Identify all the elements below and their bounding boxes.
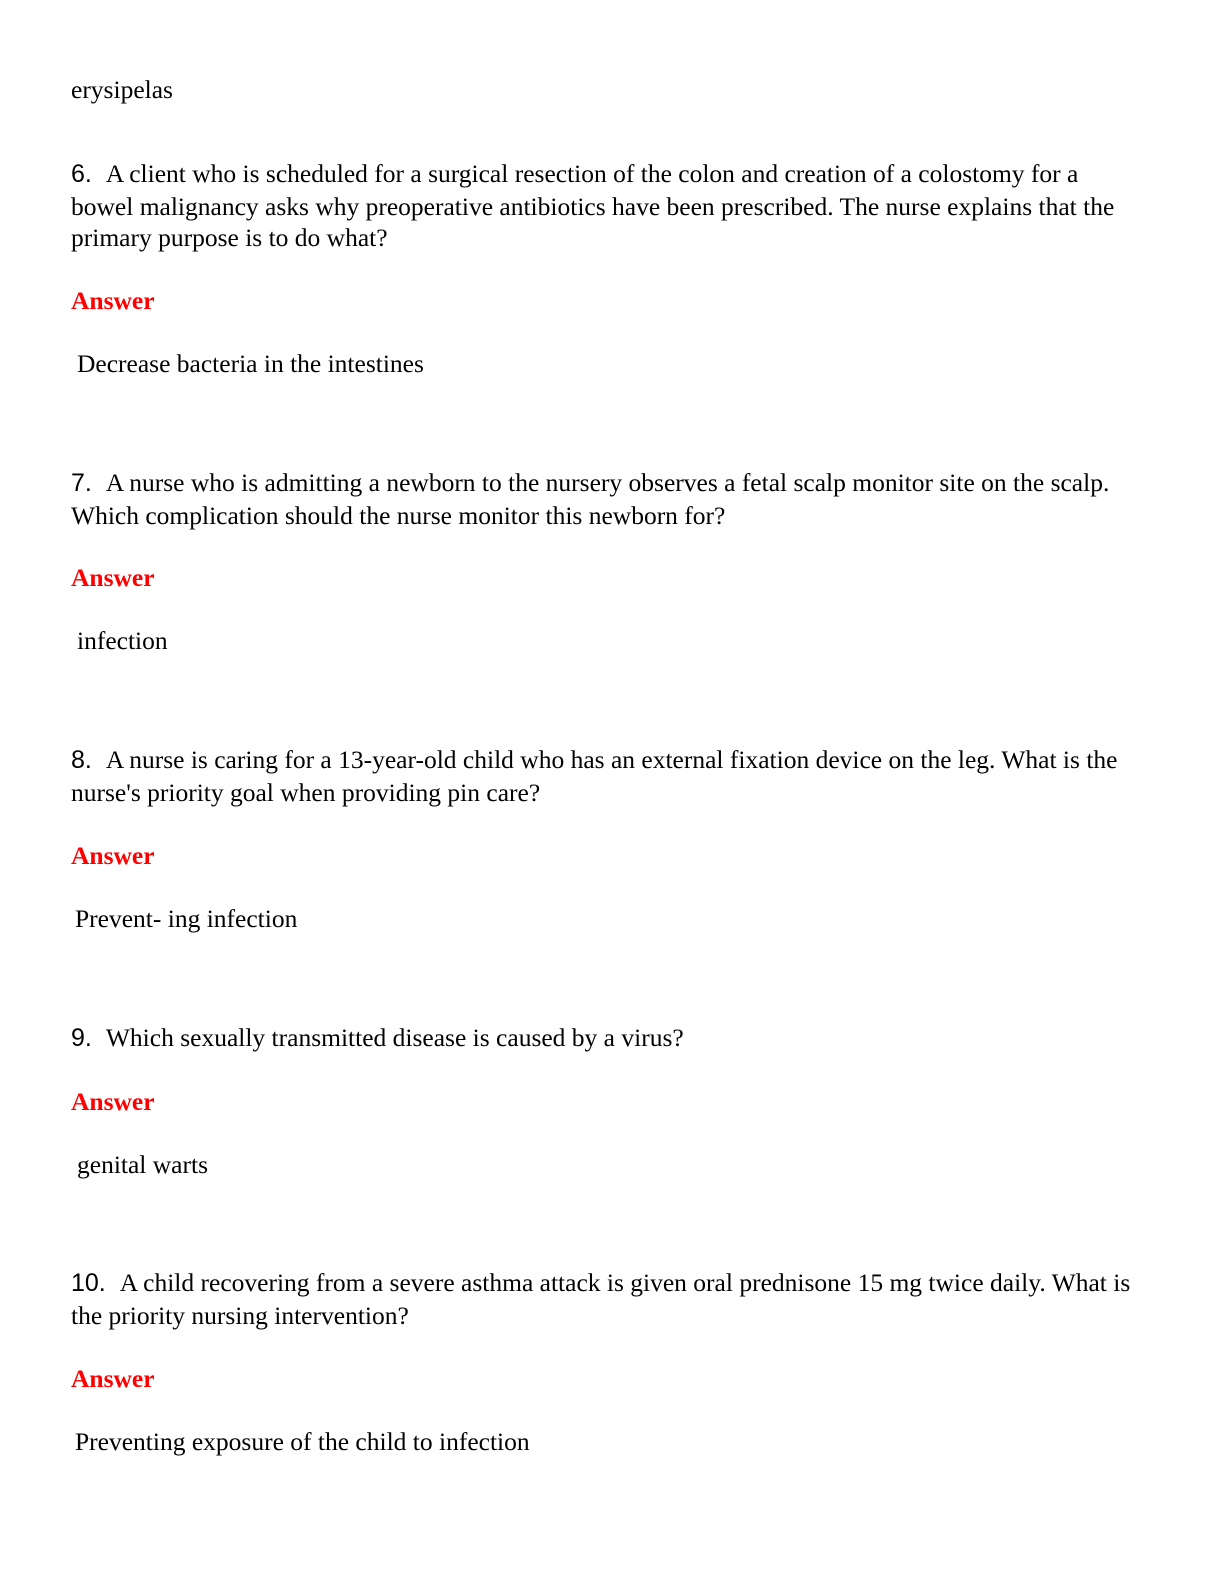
question-7 xyxy=(71,467,1146,531)
answer-label: Answer xyxy=(71,1364,155,1393)
question-text xyxy=(71,1022,1146,1055)
question-text xyxy=(71,1267,1146,1331)
question-text xyxy=(71,744,1146,808)
answer-10 xyxy=(71,1426,1146,1458)
answer-text: genital warts xyxy=(77,1150,208,1179)
previous-answer-block xyxy=(71,74,1146,106)
answer-text: Decrease bacteria in the intestines xyxy=(77,349,424,378)
answer-label-10 xyxy=(71,1363,1146,1395)
question-body: A client who is scheduled for a surgical resection of the colon and creation of a colostomy for a bowel malignancy asks why preoperative antibiotics have been prescribed. The nurse explains that the primary purpose is to do what? xyxy=(71,159,1115,252)
answer-text: Prevent- ing infection xyxy=(75,904,298,933)
question-number: 6. xyxy=(71,160,92,188)
answer-label: Answer xyxy=(71,1087,155,1116)
question-number: 9. xyxy=(71,1024,92,1052)
previous-answer: erysipelas xyxy=(71,75,173,104)
answer-9 xyxy=(71,1149,1146,1181)
question-number: 7. xyxy=(71,469,92,497)
answer-label: Answer xyxy=(71,563,155,592)
question-number: 10. xyxy=(71,1269,106,1297)
question-body: A child recovering from a severe asthma attack is given oral prednisone 15 mg twice daily. What is the priority nursing intervention? xyxy=(71,1268,1131,1330)
answer-7 xyxy=(71,625,1146,657)
answer-text: Preventing exposure of the child to infection xyxy=(75,1427,530,1456)
answer-text: infection xyxy=(77,626,168,655)
answer-label: Answer xyxy=(71,286,155,315)
question-text xyxy=(71,467,1146,531)
question-body: A nurse is caring for a 13-year-old child who has an external fixation device on the leg. What is the nurse's priority goal when providing pin care? xyxy=(71,745,1118,807)
question-8 xyxy=(71,744,1146,808)
answer-8 xyxy=(71,903,1146,935)
question-number: 8. xyxy=(71,746,92,774)
question-text xyxy=(71,158,1146,254)
question-6 xyxy=(71,158,1146,254)
answer-6 xyxy=(71,348,1146,380)
question-body: A nurse who is admitting a newborn to the nursery observes a fetal scalp monitor site on the scalp. Which complication should the nurse monitor this newborn for? xyxy=(71,468,1110,530)
answer-label-9 xyxy=(71,1086,1146,1118)
answer-label-8 xyxy=(71,840,1146,872)
answer-label: Answer xyxy=(71,841,155,870)
question-9 xyxy=(71,1022,1146,1055)
answer-label-6 xyxy=(71,285,1146,317)
answer-label-7 xyxy=(71,562,1146,594)
question-10 xyxy=(71,1267,1146,1331)
question-body: Which sexually transmitted disease is caused by a virus? xyxy=(105,1023,684,1052)
